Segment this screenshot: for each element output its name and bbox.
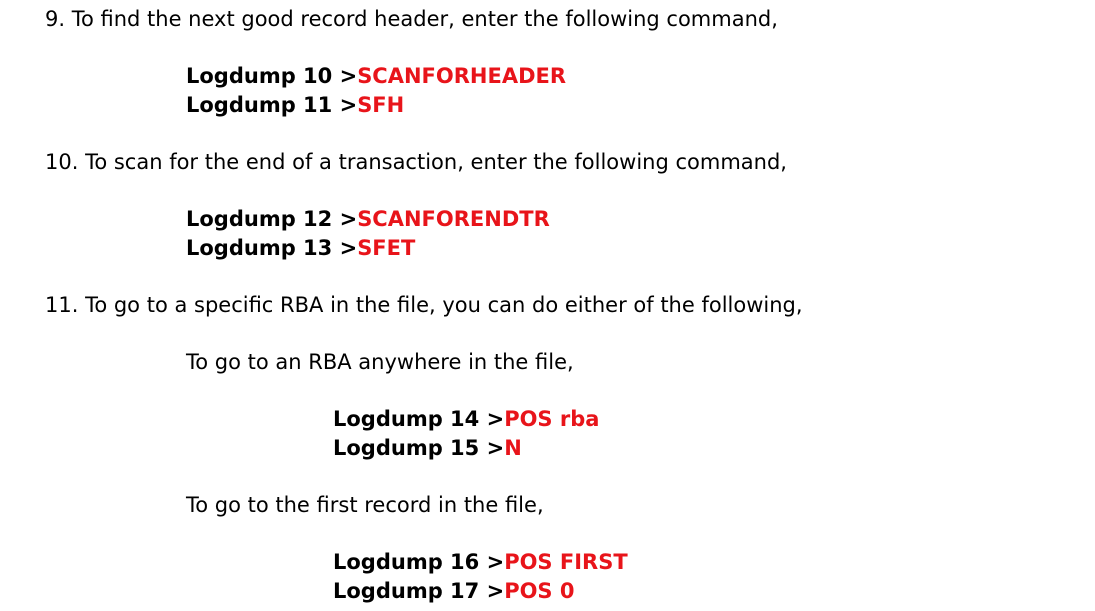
command-line [186, 91, 404, 120]
command-input: SCANFORHEADER [357, 64, 567, 88]
command-prompt: Logdump 15 > [333, 436, 505, 460]
command-line [333, 577, 574, 606]
command-prompt: Logdump 11 > [186, 93, 358, 117]
command-line [333, 434, 522, 463]
command-input: SFH [357, 93, 405, 117]
command-input: POS FIRST [504, 550, 628, 574]
command-input: SFET [357, 236, 416, 260]
command-prompt: Logdump 13 > [186, 236, 358, 260]
command-prompt: Logdump 16 > [333, 550, 505, 574]
option-text: To go to the first record in the file, [186, 493, 544, 517]
command-input: SCANFORENDTR [357, 207, 550, 231]
option-text: To go to an RBA anywhere in the file, [186, 350, 574, 374]
command-line [186, 234, 415, 263]
command-line [186, 62, 566, 91]
step-10-text: 10. To scan for the end of a transaction, enter the following command, [45, 150, 787, 174]
command-prompt: Logdump 12 > [186, 207, 358, 231]
step-11-text: 11. To go to a specific RBA in the file, you can do either of the following, [45, 293, 803, 317]
command-line [333, 548, 628, 577]
command-line [186, 205, 550, 234]
command-prompt: Logdump 14 > [333, 407, 505, 431]
command-line [333, 405, 599, 434]
command-prompt: Logdump 10 > [186, 64, 358, 88]
command-input: N [504, 436, 522, 460]
step-9-text: 9. To find the next good record header, enter the following command, [45, 7, 778, 31]
command-input: POS 0 [504, 579, 575, 603]
command-input: POS rba [504, 407, 600, 431]
command-prompt: Logdump 17 > [333, 579, 505, 603]
